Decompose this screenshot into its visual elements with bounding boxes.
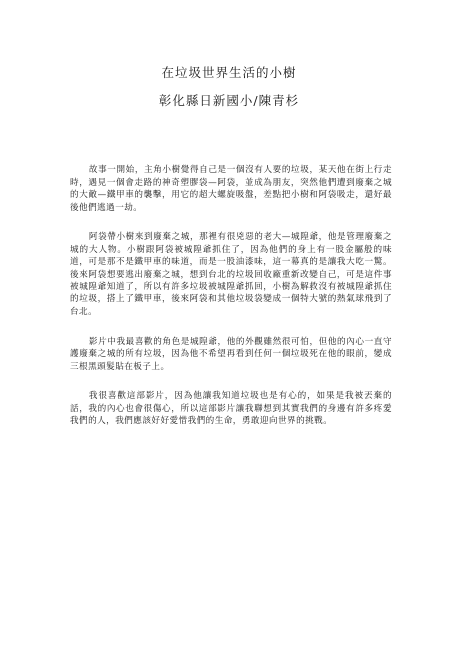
paragraph-1: 故事一開始，主角小樹覺得自己是一個沒有人要的垃圾，某天他在街上行走時，遇見一個會走路的神奇塑膠袋—阿袋，並成為朋友，突然他們遭到廢棄之城的大敵—鐵甲車的襲擊，用它的超大螺旋吸盤，差點把小樹和阿袋吸走，還好最後他們逃過一劫。 <box>70 165 392 213</box>
document-body <box>70 152 392 445</box>
paragraph-2: 阿袋帶小樹來到廢棄之城，那裡有很兇惡的老大—城隍爺，他是管理廢棄之城的大人物。小樹跟阿袋被城隍爺抓住了，因為他們的身上有一股金屬般的味道，可是那不是鐵甲車的味道，而是一股油漆味，這一幕真的是讓我大吃一驚。後來阿袋想要逃出廢棄之城，想到台北的垃圾回收廠重新改變自己，可是這件事被城隍爺知道了，所以有許多垃圾被城隍爺抓回，小樹為解救沒有被城隍爺抓住的垃圾，搭上了鐵甲車，後來阿袋和其他垃圾袋變成一個特大號的熱氣球飛到了台北。 <box>70 232 392 317</box>
document-author: 彰化縣日新國小/陳青杉 <box>158 93 300 108</box>
document-title: 在垃圾世界生活的小樹 <box>161 65 297 80</box>
paragraph-3: 影片中我最喜歡的角色是城隍爺，他的外觀雖然很可怕，但他的內心一直守護廢棄之城的所有垃圾，因為他不希望再看到任何一個垃圾死在他的眼前，變成三根黑頭髮貼在板子上。 <box>70 336 392 372</box>
paragraph-4: 我很喜歡這部影片，因為他讓我知道垃圾也是有心的，如果是我被丟棄的話，我的內心也會很傷心，所以這部影片讓我聯想到其實我們的身邊有許多疼愛我們的人，我們應該好好愛惜我們的生命，勇敢迎向世界的挑戰。 <box>70 391 392 427</box>
